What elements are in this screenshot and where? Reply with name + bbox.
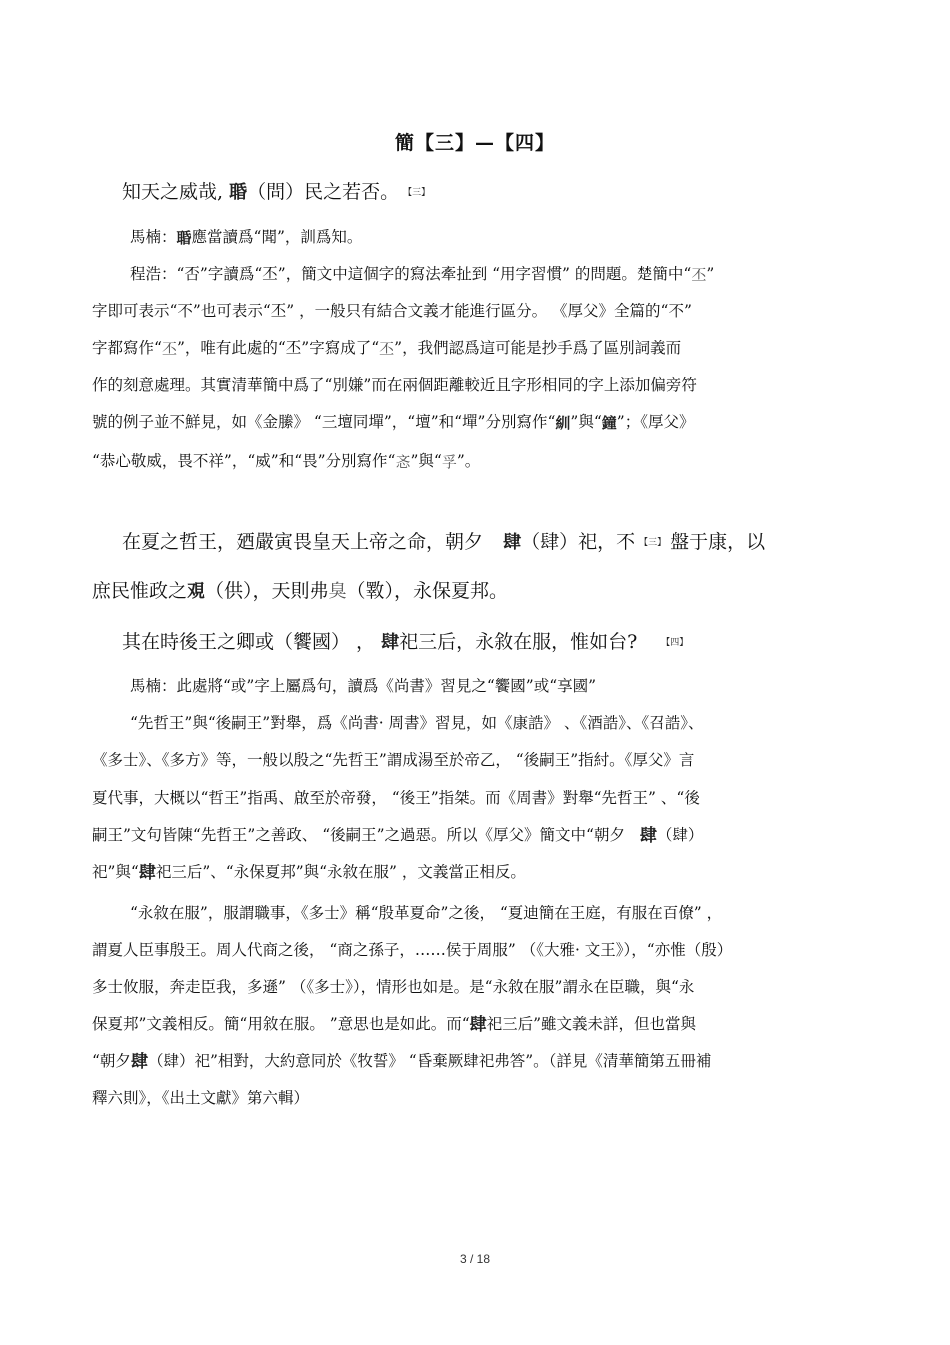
page-number: 3 / 18 [459,1252,491,1266]
text-line-20: 多士攸服，奔走臣我，多遜” （《多士》），情形也如是。是“永敘在服”謂永在臣職，與“永 [92,978,695,996]
text-line-16: 嗣王”文句皆陳“先哲王”之善政、 “後嗣王”之過惡。所以《厚父》簡文中“朝夕 肆（肆） [92,826,704,846]
text-line-13: “先哲王”與“後嗣王”對舉，爲《尚書· 周書》習見，如《康誥》 、《酒誥》、《召誥》、 [130,714,704,732]
pi-glyph-icon: 丕 [379,340,395,358]
text-line-1: 知天之威哉, 䎽（問）民之若否。 【三】 [122,181,431,203]
text-line-10: 庶民惟政之覌（供），天則弗臭（斁），永保夏邦。 [92,580,509,602]
text-line-4: 字即可表示“不”也可表示“丕” ，一般只有結合文義才能進行區分。 《厚父》全篇的“不” [92,302,692,320]
text-line-2: 馬楠：䎽應當讀爲“聞”，訓爲知。 [130,228,363,247]
text-line-22: “朝夕肆（肆）祀”相對，大約意同於《牧誓》 “昏棄厥肆祀弗答”。（詳見《清華簡第五冊補 [92,1052,712,1072]
tan-glyph-icon: 紃 [555,414,571,432]
si-glyph-icon: 肆 [138,863,156,883]
text-line-7: 號的例子並不鮮見，如《金縢》 “三壇同墠”，“壇”和“墠”分別寫作“紃”與“鐘”；《厚父》 [92,413,695,432]
wei-fear-glyph-icon: 孚 [441,453,457,471]
text-line-8: “恭心敬威，畏不祥”，“威”和“畏”分別寫作“忞”與“孚”。 [92,452,481,471]
wen-glyph-icon: 䎽 [176,229,192,247]
gong-glyph-icon: 覌 [187,581,206,602]
text-line-21: 保夏邦”文義相反。簡“用敘在服。 ”意思也是如此。而“肆祀三后”雖文義未詳，但也當與 [92,1015,697,1035]
text-line-18: “永敘在服”，服謂職事，《多士》稱“殷革夏命”之後， “夏迪簡在王庭，有服在百僚” ， [130,904,723,922]
si-glyph-icon: 肆 [639,826,657,846]
note-marker-4: 【四】 [661,638,689,648]
wei-glyph-icon: 忞 [395,453,411,471]
text-line-3: 程浩：“否”字讀爲“丕”，簡文中這個字的寫法牽扯到 “用字習慣” 的問題。楚簡中“丕” [130,265,715,284]
wen-glyph-icon: 䎽 [229,182,248,203]
si-glyph-icon: 肆 [381,632,400,653]
note-marker-3b: 【三】 [639,538,667,548]
text-line-19: 謂夏人臣事殷王。周人代商之後， “商之孫子，……侯于周服” （《大雅· 文王》），“亦惟（殷） [92,941,733,959]
text-line-14: 《多士》、《多方》等，一般以殷之“先哲王”謂成湯至於帝乙， “後嗣王”指紂。《厚父》言 [92,751,695,769]
si-glyph-icon: 肆 [469,1015,487,1035]
text-line-12: 馬楠：此處將“或”字上屬爲句，讀爲《尚書》習見之“饗國”或“享國” [130,677,597,695]
note-marker-3: 【三】 [403,188,431,198]
text-line-9: 在夏之哲王，廼嚴寅畏皇天上帝之命，朝夕 肆（肆）祀，不 【三】 盤于康，以 [122,531,766,553]
text-line-17: 祀”與“肆祀三后”、“永保夏邦”與“永敘在服” ，文義當正相反。 [92,863,526,883]
page-title: 簡【三】—【四】 [394,132,555,154]
si-glyph-icon: 肆 [503,532,522,553]
bu-glyph-icon: 丕 [691,266,707,284]
text-line-6: 作的刻意處理。其實清華簡中爲了“別嫌”而在兩個距離較近且字形相同的字上添加偏旁符 [92,376,697,394]
yi-glyph-icon: 臭 [328,581,347,602]
si-glyph-icon: 肆 [130,1052,148,1072]
text-line-11: 其在時後王之卿或（饗國） ， 肆祀三后，永敘在服，惟如台? 【四】 [122,631,689,653]
bu-glyph-icon: 丕 [161,340,177,358]
text-line-5: 字都寫作“丕”，唯有此處的“丕”字寫成了“丕”，我們認爲這可能是抄手爲了區別詞義而 [92,339,682,358]
text-line-23: 釋六則》，《出土文獻》第六輯） [92,1089,310,1107]
text-line-15: 夏代事，大概以“哲王”指禹、啟至於帝發， “後王”指桀。而《周書》對舉“先哲王” 、“後 [92,789,700,807]
shan-glyph-icon: 鐘 [601,414,617,432]
